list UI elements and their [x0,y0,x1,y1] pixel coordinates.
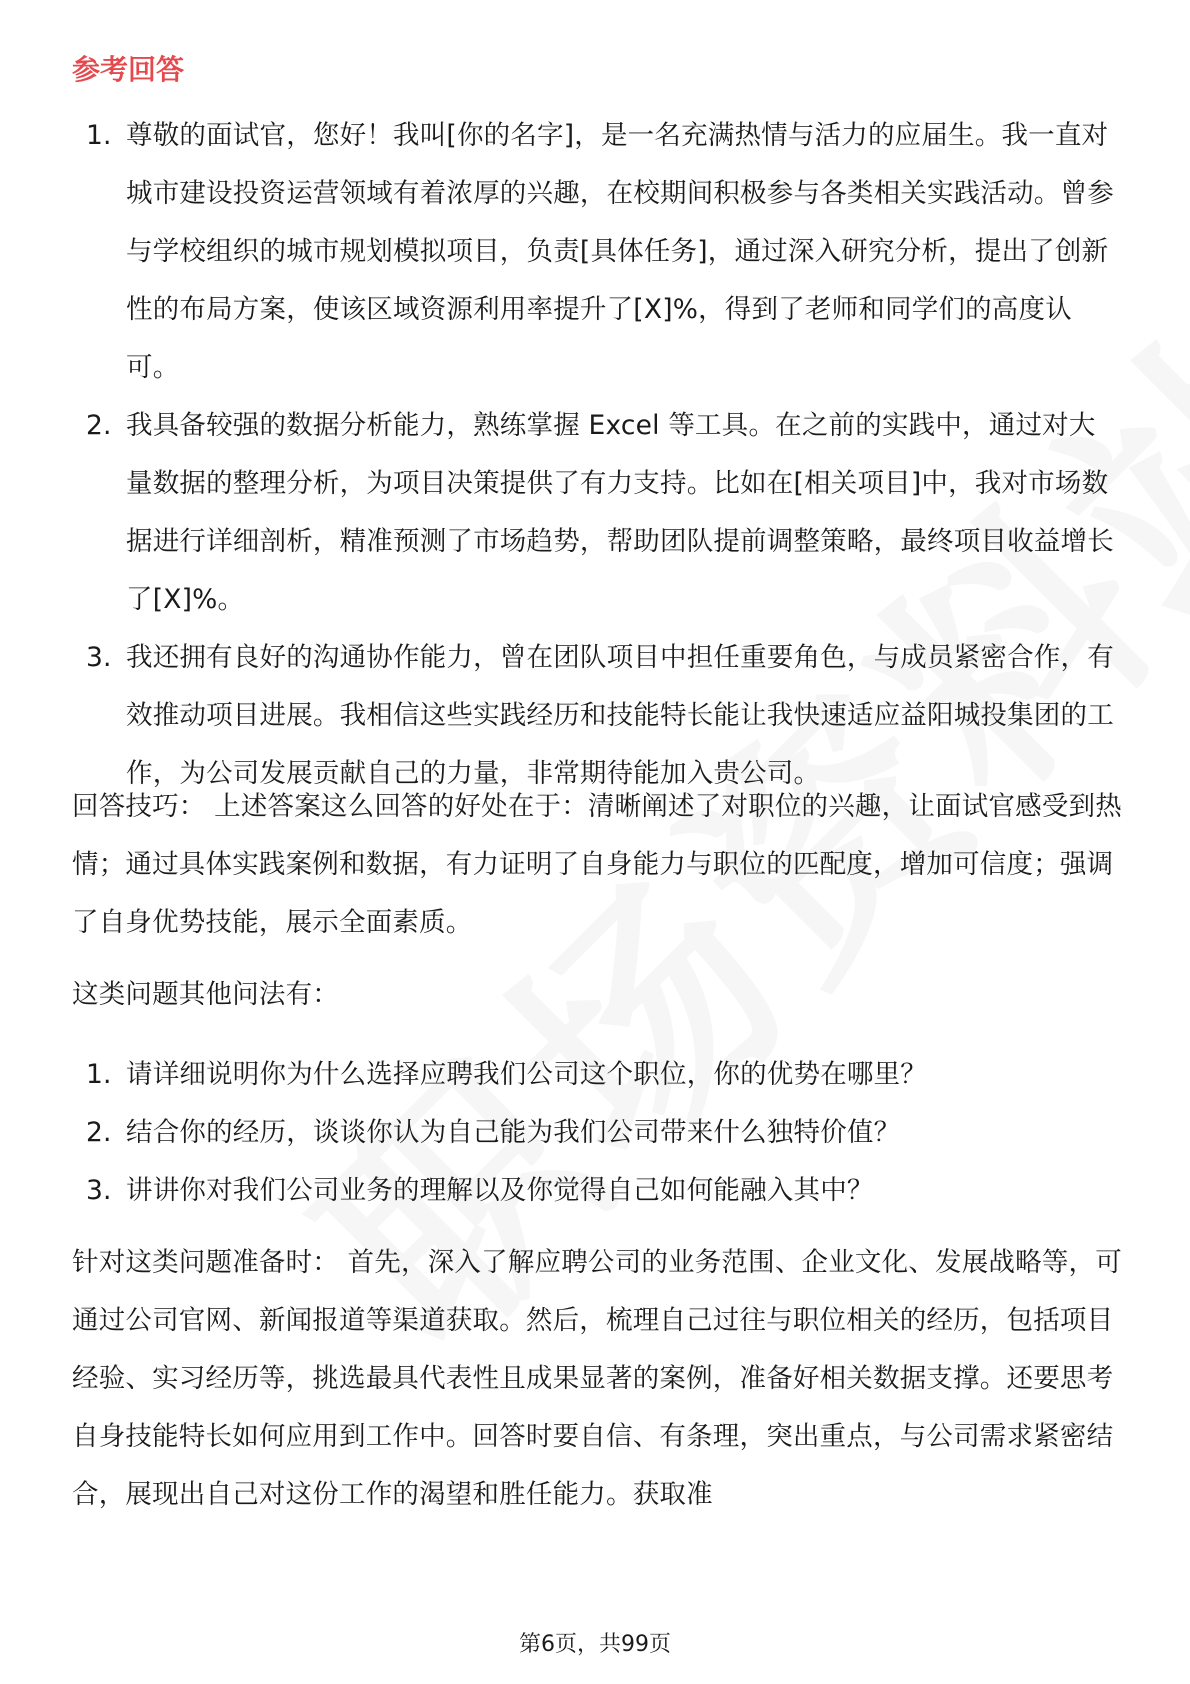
other-questions-list [72,1046,1117,1220]
list-item-text: 我还拥有良好的沟通协作能力，曾在团队项目中担任重要角色，与成员紧密合作，有效推动项目进展。我相信这些实践经历和技能特长能让我快速适应益阳城投集团的工作，为公司发展贡献自己的力量，非常期待能加入贵公司。 [126,642,1114,789]
list-item [72,629,1117,803]
section-title: 参考回答 [72,53,185,86]
list-item-number: 2. [86,410,112,441]
list-item-number: 2. [86,1117,112,1148]
list-item-number: 3. [86,1175,112,1206]
list-item-number: 1. [86,120,112,151]
other-questions-heading: 这类问题其他问法有： [72,979,339,1010]
page-footer: 第6页，共99页 [519,1632,671,1657]
list-item-text: 尊敬的面试官，您好！我叫[你的名字]，是一名充满热情与活力的应届生。我一直对城市建设投资运营领域有着浓厚的兴趣，在校期间积极参与各类相关实践活动。曾参与学校组织的城市规划模拟项目，负责[具体任务]，通过深入研究分析，提出了创新性的布局方案，使该区域资源利用率提升了[X]%，得到了老师和同学们的高度认可。 [126,120,1114,383]
list-item [72,1046,1117,1104]
list-item-text: 结合你的经历，谈谈你认为自己能为我们公司带来什么独特价值？ [126,1117,901,1148]
list-item-text: 我具备较强的数据分析能力，熟练掌握 Excel 等工具。在之前的实践中，通过对大量数据的整理分析，为项目决策提供了有力支持。比如在[相关项目]中，我对市场数据进行详细剖析，精准预测了市场趋势，帮助团队提前调整策略，最终项目收益增长了[X]%。 [126,410,1114,615]
list-item-text: 讲讲你对我们公司业务的理解以及你觉得自己如何能融入其中？ [126,1175,874,1206]
list-item [72,397,1117,629]
list-item-number: 1. [86,1059,112,1090]
list-item-number: 3. [86,642,112,673]
list-item [72,1104,1117,1162]
list-item [72,107,1117,397]
list-item-text: 请详细说明你为什么选择应聘我们公司这个职位，你的优势在哪里？ [126,1059,927,1090]
answer-list [72,107,1117,803]
list-item [72,1162,1117,1220]
prep-paragraph: 针对这类问题准备时： 首先，深入了解应聘公司的业务范围、企业文化、发展战略等，可通过公司官网、新闻报道等渠道获取。然后，梳理自己过往与职位相关的经历，包括项目经验、实习经历等，挑选最具代表性且成果显著的案例，准备好相关数据支撑。还要思考自身技能特长如何应用到工作中。回答时要自信、有条理，突出重点，与公司需求紧密结合，展现出自己对这份工作的渴望和胜任能力。获取准 [72,1247,1122,1510]
tips-paragraph: 回答技巧： 上述答案这么回答的好处在于：清晰阐述了对职位的兴趣，让面试官感受到热情；通过具体实践案例和数据，有力证明了自身能力与职位的匹配度，增加可信度；强调了自身优势技能，展示全面素质。 [72,791,1122,938]
